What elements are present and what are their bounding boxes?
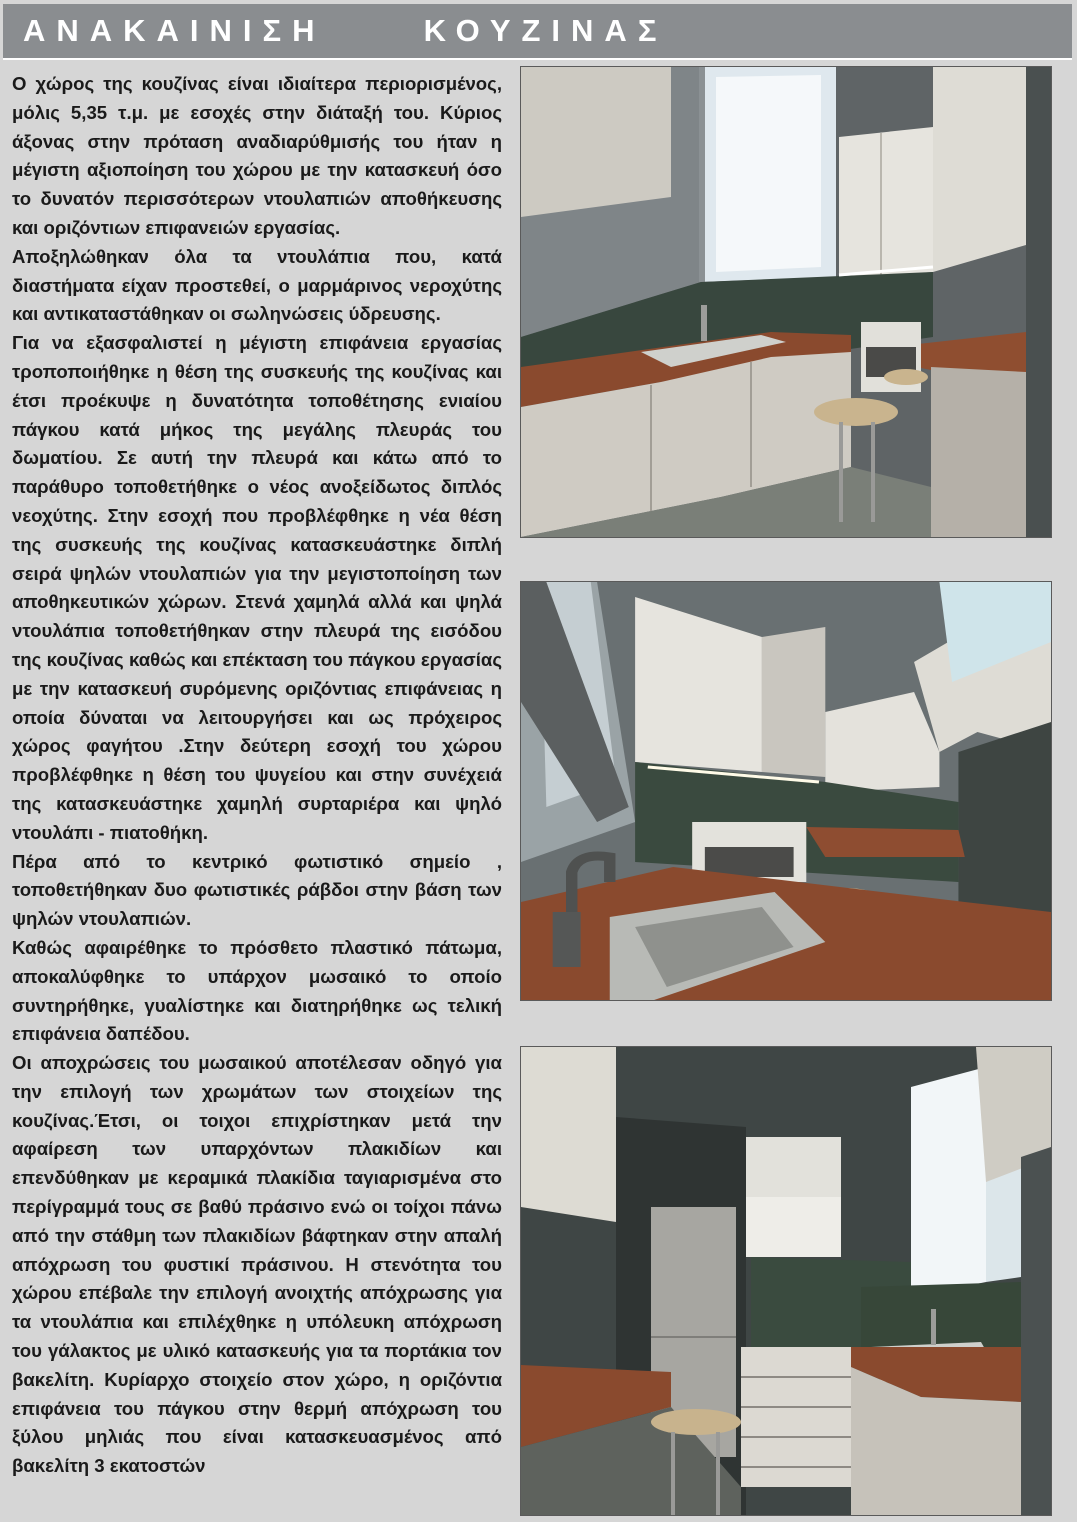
kitchen-render-3 [520, 1046, 1052, 1516]
kitchen-render-2 [520, 581, 1052, 1001]
kitchen-render-2-illustration [521, 582, 1051, 1000]
paragraph-3: Για να εξασφαλιστεί η μέγιστη επιφάνεια εργασίας τροποποιήθηκε η θέση της συσκευής της κουζίνας και έτσι προέκυψε η δυνατότητα τοποθέτησης ενιαίου πάγκου κατά μήκος της μεγάλης πλευράς του δωματίου. Σε αυτή την πλευρά και κάτω από το παράθυρο τοποθετήθηκε ο νέος ανοξείδωτος διπλός νεοχύτης. Στην εσοχή που προβλέφθηκε η νέα θέση της συσκευής της κουζίνας κατασκευάστηκε διπλή σειρά ψηλών ντουλαπιών για την μεγιστοποίηση των αποθηκευτικών χώρων. Στενά χαμηλά αλλά και ψηλά ντουλάπια τοποθετήθηκαν στην πλευρά της εισόδου της κουζίνας καθώς και επέκταση του πάγκου εργασίας με την κατασκευή συρόμενης οριζόντιας επιφάνειας η οποία δύναται να λειτουργήσει και ως πρόχειρος χώρος φαγήτου .Στην δεύτερη εσοχή του χώρου προβλέφθηκε η θέση του ψυγείου και στην συνέχειά της κατασκευάστηκε χαμηλή συρταριέρα και ψηλό ντουλάπι - πιατοθήκη. [12, 332, 502, 843]
kitchen-render-1 [520, 66, 1052, 538]
paragraph-2: Αποξηλώθηκαν όλα τα ντουλάπια που, κατά διαστήματα είχαν προστεθεί, ο μαρμάρινος νεροχύτης και αντικαταστάθηκαν οι σωληνώσεις ύδρευσης. [12, 245, 502, 325]
paragraph-4: Πέρα από το κεντρικό φωτιστικό σημείο , τοποθετήθηκαν δυο φωτιστικές ράβδοι στην βάση των ψηλών ντουλαπιών. [12, 850, 502, 930]
kitchen-render-3-illustration [521, 1047, 1051, 1515]
paragraph-6: Οι αποχρώσεις του μωσαικού αποτέλεσαν οδηγό για την επιλογή των χρωμάτων των στοιχείων της κουζίνας.Έτσι, οι τοιχοι επιχρίστηκαν μετά την αφαίρεση των υπαρχόντων πλακιδίων και επενδύθηκαν με κεραμικά πλακίδια ταγιαρισμένα στο περίγραμμά τους σε βαθύ πράσινο ενώ οι τοίχοι πάνω από την στάθμη των πλακιδίων βάφτηκαν στην απαλή απόχρωση του φυστικί πράσινου. Η στενότητα του χώρου επέβαλε την επιλογή ανοιχτής απόχρωσης για τα ντουλάπια και επιλέχθηκε η υπόλευκη απόχρωση του γάλακτος με υλικό κατασκευής για τα πορτάκια τον βακελίτη. Κυρίαρχο στοιχείο στον χώρο, η οριζόντια επιφάνεια του πάγκου στην θερμή απόχρωση του ξύλου μηλιάς που είναι κατασκευασμένος από βακελίτη 3 εκατοστών [12, 1052, 502, 1477]
paragraph-5: Καθώς αφαιρέθηκε το πρόσθετο πλαστικό πάτωμα, αποκαλύφθηκε το υπάρχον μωσαικό το οποίο συντηρήθηκε, γυαλίστηκε και διατηρήθηκε ως τελική επιφάνεια δαπέδου. [12, 936, 502, 1045]
kitchen-render-1-illustration [521, 67, 1051, 537]
paragraph-1: Ο χώρος της κουζίνας είναι ιδιαίτερα περιορισμένος, μόλις 5,35 τ.μ. με εσοχές στην διάταξή του. Κύριος άξονας στην πρόταση αναδιαρύθμισής του ήταν η μέγιστη αξιοποίηση του χώρου με την κατασκευή όσο το δυνατόν περισσότερων ντουλαπιών αποθήκευσης και οριζόντιων επιφανειών εργασίας. [12, 73, 502, 238]
page-title: ΑΝΑΚΑΙΝΙΣΗ ΚΟΥΖΙΝΑΣ [23, 13, 668, 48]
title-bar [3, 4, 1072, 60]
body-text [12, 70, 502, 1481]
